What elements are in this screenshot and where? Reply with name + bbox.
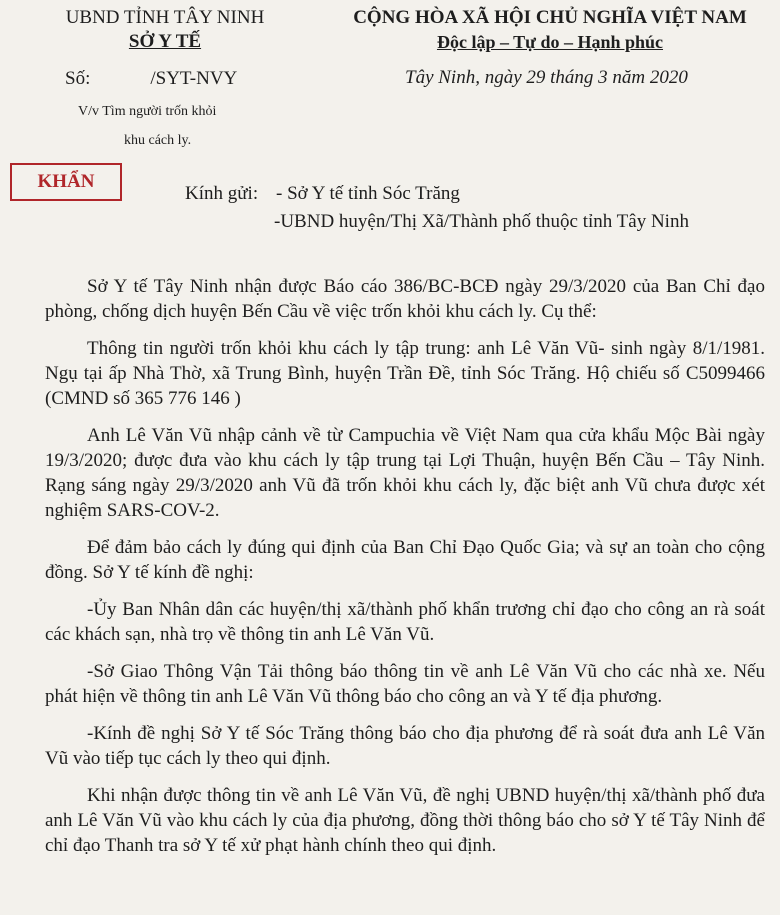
number-suffix: /SYT-NVY (150, 68, 238, 89)
issuing-organization (40, 6, 290, 54)
urgent-stamp: KHẨN (10, 163, 122, 201)
paragraph: Anh Lê Văn Vũ nhập cảnh về từ Campuchia về Việt Nam qua cửa khẩu Mộc Bài ngày 19/3/2020; được đưa vào khu cách ly tập trung tại Lợi Thuận, huyện Bến Cầu – Tây Ninh. Rạng sáng ngày 29/3/2020 anh Vũ đã trốn khỏi khu cách ly, đặc biệt anh Vũ chưa được xét nghiệm SARS-COV-2. (45, 425, 765, 521)
recipient-2: -UBND huyện/Thị Xã/Thành phố thuộc tỉnh Tây Ninh (274, 211, 689, 232)
paragraph: Thông tin người trốn khỏi khu cách ly tập trung: anh Lê Văn Vũ- sinh ngày 8/1/1981. Ngụ tại ấp Nhà Thờ, xã Trung Bình, huyện Trần Đề, tỉnh Sóc Trăng. Hộ chiếu số C5099466 (CMND số 365 776 146 ) (45, 338, 765, 409)
subject-line-1: V/v Tìm người trốn khỏi (78, 104, 217, 119)
subject-line (78, 104, 216, 149)
motto: Độc lập – Tự do – Hạnh phúc (436, 32, 664, 52)
paragraph: -Ủy Ban Nhân dân các huyện/thị xã/thành phố khẩn trương chỉ đạo cho công an rà soát các khách sạn, nhà trọ về thông tin anh Lê Văn Vũ. (45, 599, 765, 645)
org-province: UBND TỈNH TÂY NINH (65, 7, 265, 28)
national-motto (335, 6, 765, 56)
number-label: Số: (65, 68, 91, 89)
country-name: CỘNG HÒA XÃ HỘI CHỦ NGHĨA VIỆT NAM (353, 7, 747, 28)
letter-body (45, 274, 765, 870)
paragraph: Sở Y tế Tây Ninh nhận được Báo cáo 386/BC-BCĐ ngày 29/3/2020 của Ban Chỉ đạo phòng, chống dịch huyện Bến Cầu về việc trốn khỏi khu cách ly. Cụ thể: (45, 276, 765, 322)
subject-line-2: khu cách ly. (124, 133, 192, 148)
paragraph: Khi nhận được thông tin về anh Lê Văn Vũ, đề nghị UBND huyện/thị xã/thành phố đưa anh Lê Văn Vũ vào khu cách ly của địa phương, đồng thời thông báo cho sở Y tế Tây Ninh để chỉ đạo Thanh tra sở Y tế xử phạt hành chính theo qui định. (45, 785, 765, 856)
org-department: SỞ Y TẾ (128, 31, 202, 52)
paragraph: -Kính đề nghị Sở Y tế Sóc Trăng thông báo cho địa phương để rà soát đưa anh Lê Văn Vũ vào tiếp tục cách ly theo qui định. (45, 723, 765, 769)
document-number (65, 68, 237, 90)
recipient-1: - Sở Y tế tỉnh Sóc Trăng (276, 183, 460, 204)
paragraph: -Sở Giao Thông Vận Tải thông báo thông tin về anh Lê Văn Vũ cho các nhà xe. Nếu phát hiện về thông tin anh Lê Văn Vũ thông báo cho công an và Y tế địa phương. (45, 661, 765, 707)
recipients-label: Kính gửi: (185, 183, 259, 204)
paragraph: Để đảm bảo cách ly đúng qui định của Ban Chỉ Đạo Quốc Gia; và sự an toàn cho cộng đồng. Sở Y tế kính đề nghị: (45, 537, 765, 583)
document-date: Tây Ninh, ngày 29 tháng 3 năm 2020 (405, 67, 688, 88)
